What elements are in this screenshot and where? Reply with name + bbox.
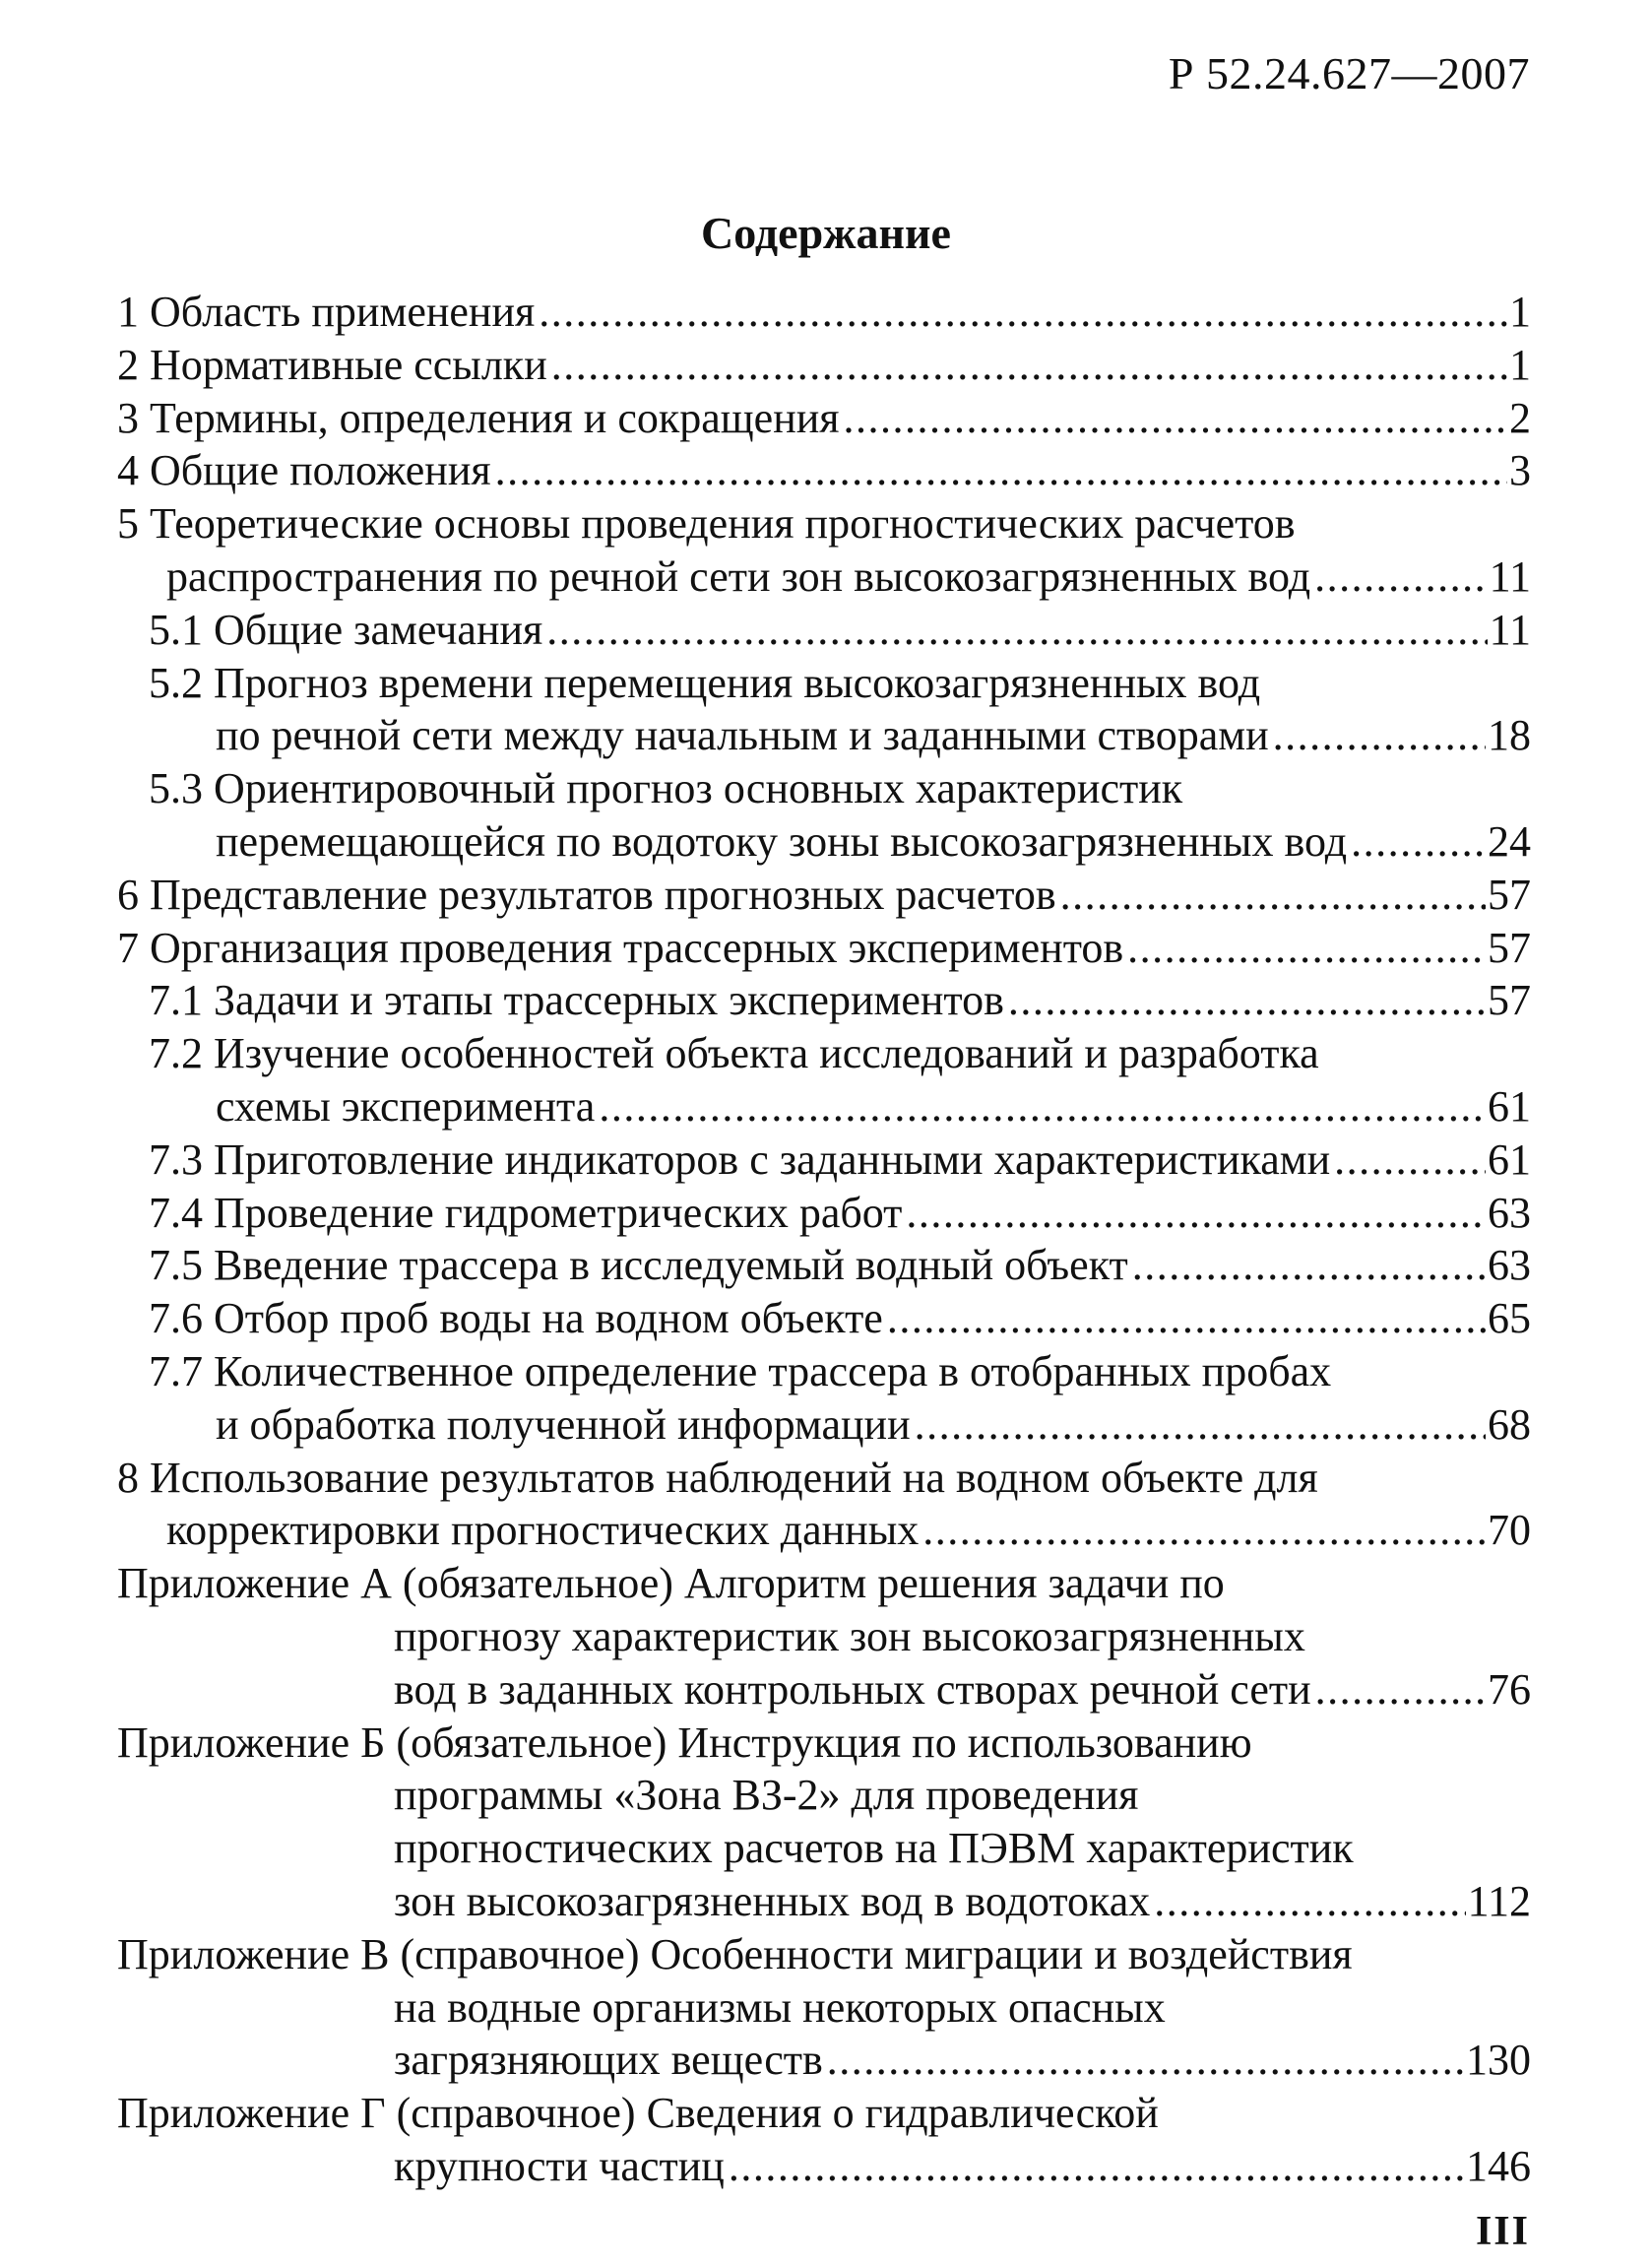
document-code: Р 52.24.627—2007	[1168, 48, 1530, 98]
page-number: III	[1475, 2209, 1530, 2254]
toc-entry[interactable]	[117, 974, 1531, 1027]
dot-leader	[827, 2034, 1464, 2087]
toc-appendix-line[interactable]	[117, 1928, 1531, 1981]
toc-entry-text: 7.5 Введение трассера в исследуемый водный объект	[149, 1241, 1128, 1290]
dot-leader	[546, 604, 1487, 657]
toc-entry-page: 1	[1509, 340, 1531, 389]
dot-leader	[922, 1504, 1486, 1557]
dot-leader	[599, 1080, 1486, 1134]
toc-entry-text: 1 Область применения	[117, 288, 536, 336]
toc-entry-text: 7.4 Проведение гидрометрических работ	[149, 1188, 903, 1237]
toc-entry-text: 6 Представление результатов прогнозных расчетов	[117, 870, 1056, 919]
toc-entry-page: 68	[1488, 1399, 1531, 1449]
toc-entry-continuation[interactable]	[117, 1398, 1531, 1452]
toc-entry-text: схемы эксперимента	[216, 1081, 596, 1131]
toc-appendix-continuation[interactable]	[117, 1663, 1531, 1716]
toc-entry-text: 7.2 Изучение особенностей объекта исследований и разработка	[149, 1029, 1319, 1078]
dot-leader	[915, 1398, 1486, 1452]
dot-leader	[906, 1187, 1486, 1240]
toc-entry-text: 7 Организация проведения трассерных экспериментов	[117, 923, 1124, 972]
toc-entry-page: 1	[1509, 288, 1531, 336]
toc-entry-page: 63	[1488, 1188, 1531, 1237]
toc-entry-text: по речной сети между начальным и заданными створами	[216, 711, 1269, 760]
dot-leader	[1008, 974, 1486, 1027]
toc-appendix-continuation[interactable]	[117, 1610, 1531, 1663]
toc-entry[interactable]	[117, 1134, 1531, 1187]
toc-entry[interactable]	[117, 869, 1531, 922]
toc-entry-text: 5.2 Прогноз времени перемещения высокозагрязненных вод	[149, 658, 1261, 707]
dot-leader	[1132, 1239, 1486, 1292]
toc-entry-text: крупности частиц	[394, 2141, 725, 2190]
toc-entry-page: 11	[1489, 551, 1531, 601]
toc-entry-text: 5 Теоретические основы проведения прогностических расчетов	[117, 499, 1296, 549]
toc-appendix-continuation[interactable]	[117, 1981, 1531, 2035]
dot-leader	[551, 339, 1507, 392]
toc-entry-page: 3	[1509, 446, 1531, 495]
toc-entry[interactable]	[117, 444, 1531, 497]
toc-entry-line[interactable]	[117, 657, 1531, 710]
toc-entry-text: Приложение Б (обязательное) Инструкция по использованию	[117, 1717, 1252, 1767]
toc-entry-line[interactable]	[117, 1452, 1531, 1505]
toc-entry-page: 130	[1466, 2036, 1531, 2085]
toc-entry-text: загрязняющих веществ	[394, 2036, 823, 2085]
toc-entry-page: 57	[1488, 923, 1531, 972]
toc-entry-continuation[interactable]	[117, 1504, 1531, 1557]
toc-title: Содержание	[701, 208, 951, 258]
dot-leader	[1154, 1875, 1465, 1928]
toc-entry-text: программы «Зона ВЗ-2» для проведения	[394, 1771, 1139, 1820]
toc-appendix-continuation[interactable]	[117, 2140, 1531, 2193]
toc-entry[interactable]	[117, 392, 1531, 445]
dot-leader	[1334, 1134, 1486, 1187]
toc-entry-page: 61	[1488, 1134, 1531, 1184]
toc-appendix-continuation[interactable]	[117, 1875, 1531, 1928]
toc-entry[interactable]	[117, 339, 1531, 392]
toc-entry-continuation[interactable]	[117, 709, 1531, 762]
toc-entry-text: корректировки прогностических данных	[166, 1506, 920, 1555]
dot-leader	[844, 392, 1507, 445]
toc-entry-page: 2	[1509, 393, 1531, 442]
toc-entry-line[interactable]	[117, 762, 1531, 815]
toc-entry-continuation[interactable]	[117, 1080, 1531, 1134]
toc-entry-page: 61	[1488, 1081, 1531, 1131]
toc-entry-page: 18	[1488, 711, 1531, 760]
toc-entry[interactable]	[117, 1187, 1531, 1240]
dot-leader	[1060, 869, 1486, 922]
toc-appendix-line[interactable]	[117, 2087, 1531, 2140]
toc-entry[interactable]	[117, 1239, 1531, 1292]
toc-entry-text: 5.3 Ориентировочный прогноз основных характеристик	[149, 764, 1183, 813]
toc-appendix-continuation[interactable]	[117, 2034, 1531, 2087]
toc-entry-text: распространения по речной сети зон высокозагрязненных вод	[166, 551, 1311, 601]
toc-entry-text: 7.1 Задачи и этапы трассерных экспериментов	[149, 976, 1004, 1025]
toc-entry-page: 57	[1488, 870, 1531, 919]
dot-leader	[495, 444, 1507, 497]
toc-entry-continuation[interactable]	[117, 815, 1531, 869]
toc-entry-page: 24	[1488, 816, 1531, 866]
toc-entry-text: на водные организмы некоторых опасных	[394, 1982, 1166, 2032]
toc-entry-continuation[interactable]	[117, 551, 1531, 604]
toc-entry-text: Приложение В (справочное) Особенности миграции и воздействия	[117, 1929, 1353, 1978]
toc-entry-text: и обработка полученной информации	[216, 1399, 911, 1449]
dot-leader	[1127, 922, 1486, 975]
toc-entry-text: зон высокозагрязненных вод в водотоках	[394, 1876, 1151, 1925]
toc-entry-page: 76	[1488, 1664, 1531, 1714]
toc-entry-page: 57	[1488, 976, 1531, 1025]
dot-leader	[1314, 551, 1488, 604]
toc-entry-text: 2 Нормативные ссылки	[117, 340, 547, 389]
toc-entry-text: прогностических расчетов на ПЭВМ характеристик	[394, 1824, 1354, 1873]
dot-leader	[539, 286, 1507, 339]
dot-leader	[887, 1292, 1486, 1345]
toc-entry-page: 70	[1488, 1506, 1531, 1555]
toc-entry[interactable]	[117, 922, 1531, 975]
toc-appendix-continuation[interactable]	[117, 1822, 1531, 1875]
toc-appendix-line[interactable]	[117, 1716, 1531, 1770]
toc-entry-text: 7.6 Отбор проб воды на водном объекте	[149, 1294, 883, 1343]
toc-entry-line[interactable]	[117, 497, 1531, 551]
toc-entry-text: 4 Общие положения	[117, 446, 491, 495]
toc-entry-page: 63	[1488, 1241, 1531, 1290]
toc-entry-text: 7.3 Приготовление индикаторов с заданными характеристиками	[149, 1134, 1331, 1184]
toc-entry-text: прогнозу характеристик зон высокозагрязненных	[394, 1611, 1305, 1660]
dot-leader	[729, 2140, 1464, 2193]
toc-entry-text: Приложение А (обязательное) Алгоритм решения задачи по	[117, 1559, 1225, 1608]
toc-entry-page: 65	[1488, 1294, 1531, 1343]
toc-entry[interactable]	[117, 604, 1531, 657]
toc-entry-line[interactable]	[117, 1027, 1531, 1080]
toc-entry-text: 7.7 Количественное определение трассера в отобранных пробах	[149, 1346, 1332, 1395]
toc-entry-text: перемещающейся по водотоку зоны высокозагрязненных вод	[216, 816, 1348, 866]
toc-entry-page: 112	[1467, 1876, 1531, 1925]
dot-leader	[1273, 709, 1486, 762]
toc-entry-text: 8 Использование результатов наблюдений на водном объекте для	[117, 1453, 1318, 1502]
toc-entry-text: Приложение Г (справочное) Сведения о гидравлической	[117, 2089, 1159, 2138]
toc-entry-text: 3 Термины, определения и сокращения	[117, 393, 840, 442]
dot-leader	[1315, 1663, 1486, 1716]
toc-entry-page: 146	[1466, 2141, 1531, 2190]
toc-appendix-line[interactable]	[117, 1557, 1531, 1610]
toc-entry-line[interactable]	[117, 1345, 1531, 1398]
table-of-contents	[117, 286, 1531, 2193]
dot-leader	[1351, 815, 1486, 869]
toc-entry-text: 5.1 Общие замечания	[149, 605, 543, 654]
toc-appendix-continuation[interactable]	[117, 1769, 1531, 1822]
toc-entry[interactable]	[117, 286, 1531, 339]
toc-entry-text: вод в заданных контрольных створах речной сети	[394, 1664, 1311, 1714]
toc-entry[interactable]	[117, 1292, 1531, 1345]
toc-entry-page: 11	[1489, 605, 1531, 654]
